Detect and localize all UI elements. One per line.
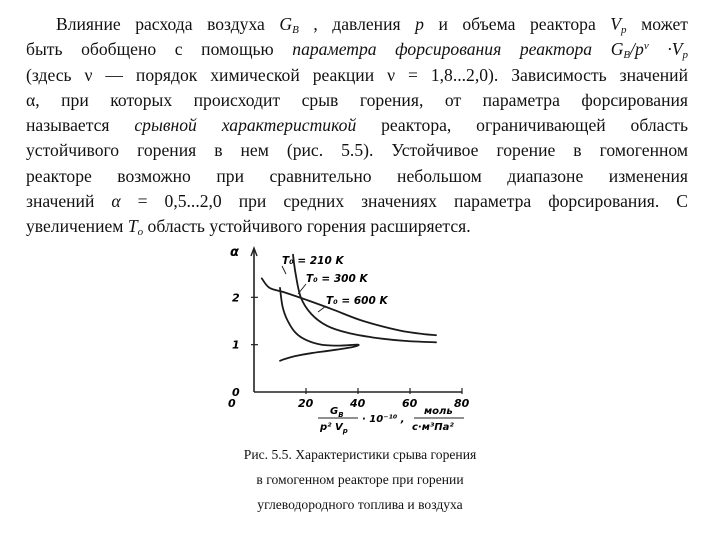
caption-line-2: в гомогенном реакторе при горении <box>256 472 464 487</box>
x-label-unit-numerator: моль <box>424 406 453 417</box>
curve-label-210k: T₀ = 210 K <box>282 255 344 267</box>
x-label-unit-denominator: с·м³Па² <box>412 422 454 433</box>
figure-caption <box>210 442 510 517</box>
caption-line-3: углеводородного топлива и воздуха <box>257 497 463 512</box>
curve-label-210k-leader <box>282 266 286 274</box>
y-tick-label: 1 <box>232 338 240 352</box>
text-line-4: α, при которых происходит срыв горения, от параметра форсирования <box>26 89 688 110</box>
body-paragraph <box>26 12 688 240</box>
x-label-denominator: p² $V_p$ <box>320 422 348 435</box>
text-line-7: реакторе возможно при сравнительно небольшом диапазоне изменения <box>26 165 688 186</box>
text-line-1: Влияние расхода воздуха $G_B$ , давления p и объема реактора $V_p$ может <box>56 14 688 36</box>
y-tick-label: 0 <box>232 386 240 399</box>
x-tick-label: 80 <box>454 397 470 410</box>
text-line-8: значений α = 0,5...2,0 при средних значениях параметра форсирования. С <box>26 191 688 212</box>
chart-svg <box>224 244 482 444</box>
curve-label-600k: T₀ = 600 K <box>326 295 388 307</box>
x-tick-label: 40 <box>350 397 366 410</box>
text-line-2: быть обобщено с помощью параметра форсирования реактора $G_B/p^\nu \cdot V_p$ <box>26 39 688 62</box>
x-label-numerator: $G_B$ <box>330 406 344 419</box>
text-line-5: называется срывной характеристикой реактора, ограничивающей область <box>26 115 688 136</box>
caption-line-1: Рис. 5.5. Характеристики срыва горения <box>243 447 477 462</box>
x-label-scale: · 10⁻¹⁰ , <box>362 414 405 425</box>
y-axis-label: α <box>230 245 239 260</box>
curve-label-300k: T₀ = 300 K <box>306 273 368 285</box>
y-tick-label: 2 <box>232 291 240 305</box>
x-axis-label <box>318 406 464 435</box>
series-group <box>262 255 436 361</box>
figure-stall-characteristics <box>224 244 482 444</box>
x-tick-label: 0 <box>228 397 236 410</box>
x-tick-label: 60 <box>402 397 418 410</box>
x-tick-label: 20 <box>298 397 314 410</box>
text-line-3: (здесь ν — порядок химической реакции ν = 1,8...2,0). Зависимость значений <box>26 64 688 85</box>
text-line-9: увеличением $T_o$ область устойчивого горения расширяется. <box>26 216 471 239</box>
text-line-6: устойчивого горения в нем (рис. 5.5). Устойчивое горение в гомогенном <box>26 140 688 161</box>
curve-label-600k-leader <box>318 306 326 312</box>
